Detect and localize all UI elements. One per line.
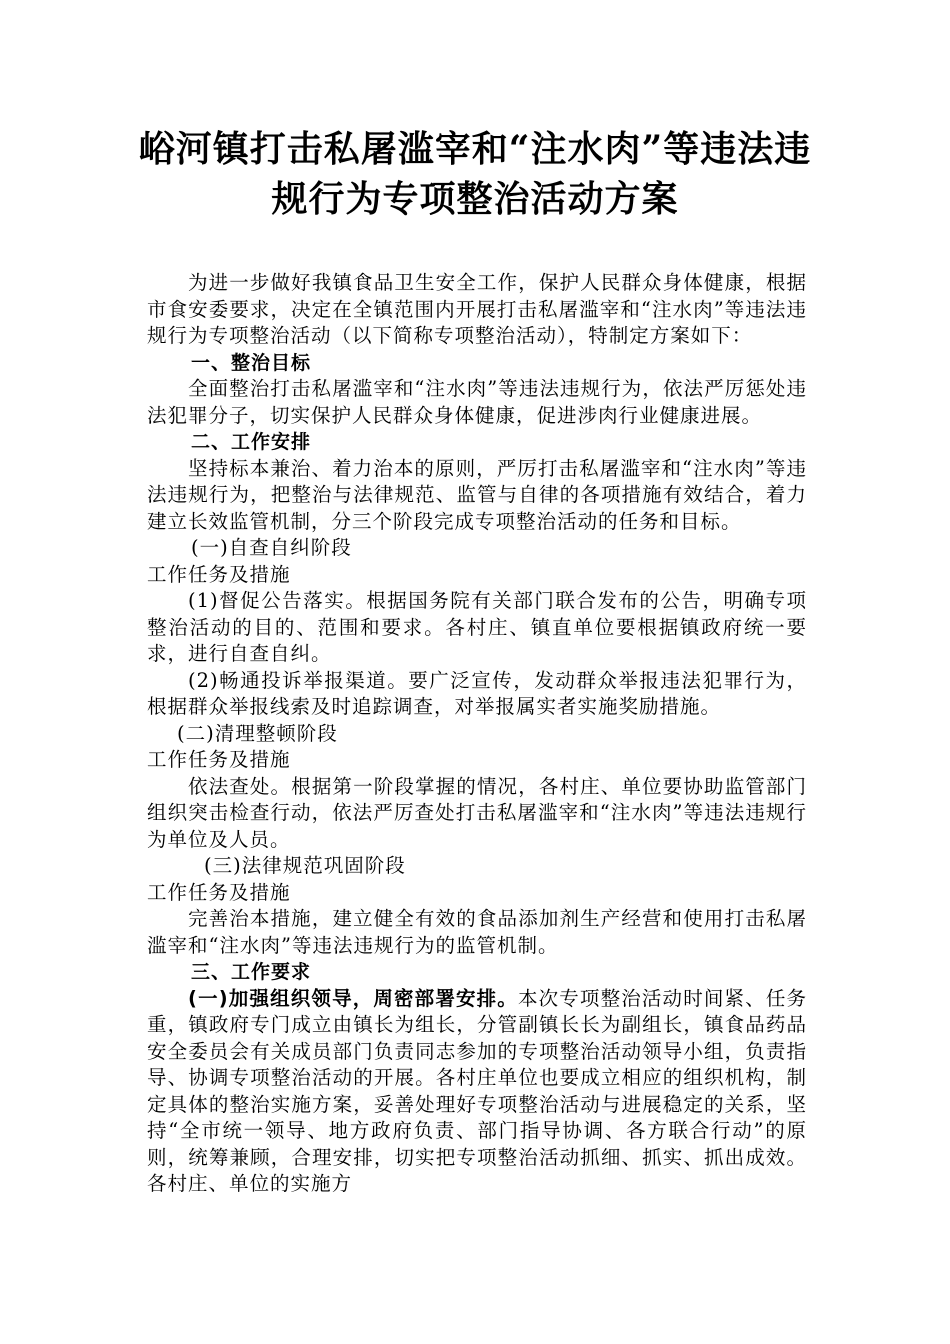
document-title <box>100 124 850 224</box>
stage-3-tasks-label: 工作任务及措施 <box>147 880 291 904</box>
stage-1-title: (一)自查自纠阶段 <box>191 536 352 559</box>
section-3-heading: 三、工作要求 <box>191 961 312 983</box>
section-2-paragraph: 坚持标本兼治、着力治本的原则，严厉打击私屠滥宰和“注水肉”等违法违规行为，把整治与法律规范、监管与自律的各项措施有效结合，着力建立长效监管机制，分三个阶段完成专项整治活动的任务和目标。 <box>147 456 807 533</box>
stage-1-item-1: (1)督促公告落实。根据国务院有关部门联合发布的公告，明确专项整治活动的目的、范围和要求。各村庄、镇直单位要根据镇政府统一要求，进行自查自纠。 <box>147 589 807 665</box>
stage-3-title: (三)法律规范巩固阶段 <box>204 854 406 877</box>
section-2-heading: 二、工作安排 <box>191 431 312 453</box>
stage-2-title: (二)清理整顿阶段 <box>177 721 338 745</box>
stage-3-paragraph: 完善治本措施，建立健全有效的食品添加剂生产经营和使用打击私屠滥宰和“注水肉”等违法违规行为的监管机制。 <box>147 907 807 957</box>
section-3-item-1-lead: (一)加强组织领导，周密部署安排。 <box>188 986 518 1010</box>
section-1-heading: 一、整治目标 <box>191 351 312 374</box>
intro-paragraph: 为进一步做好我镇食品卫生安全工作，保护人民群众身体健康，根据市食安委要求，决定在全镇范围内开展打击私屠滥宰和“注水肉”等违法违规行为专项整治活动（以下简称专项整治活动），特制定方案如下： <box>147 271 807 347</box>
section-3-item-1 <box>147 986 807 1198</box>
section-1-paragraph: 全面整治打击私屠滥宰和“注水肉”等违法违规行为，依法严厉惩处违法犯罪分子，切实保护人民群众身体健康，促进涉肉行业健康进展。 <box>147 377 807 427</box>
title-line-2: 规行为专项整治活动方案 <box>271 178 679 220</box>
stage-2-paragraph: 依法查处。根据第一阶段掌握的情况，各村庄、单位要协助监管部门组织突击检查行动，依法严厉查处打击私屠滥宰和“注水肉”等违法违规行为单位及人员。 <box>147 774 807 851</box>
stage-1-tasks-label: 工作任务及措施 <box>147 562 291 586</box>
document-body <box>147 270 807 1198</box>
stage-1-item-2: (2)畅通投诉举报渠道。要广泛宣传，发动群众举报违法犯罪行为，根据群众举报线索及时追踪调查，对举报属实者实施奖励措施。 <box>147 668 807 718</box>
title-line-1: 峪河镇打击私屠滥宰和“注水肉”等违法违 <box>138 128 812 170</box>
section-3-item-1-text: 本次专项整治活动时间紧、任务重，镇政府专门成立由镇长为组长，分管副镇长长为副组长，镇食品药品安全委员会有关成员部门负责同志参加的专项整治活动领导小组，负责指导、协调专项整治活动的开展。各村庄单位也要成立相应的组织机构，制定具体的整治实施方案，妥善处理好专项整治活动与进展稳定的关系，坚持“全市统一领导、地方政府负责、部门指导协调、各方联合行动”的原则，统筹兼顾，合理安排，切实把专项整治活动抓细、抓实、抓出成效。各村庄、单位的实施方 <box>147 986 807 1195</box>
stage-2-tasks-label: 工作任务及措施 <box>147 748 291 771</box>
